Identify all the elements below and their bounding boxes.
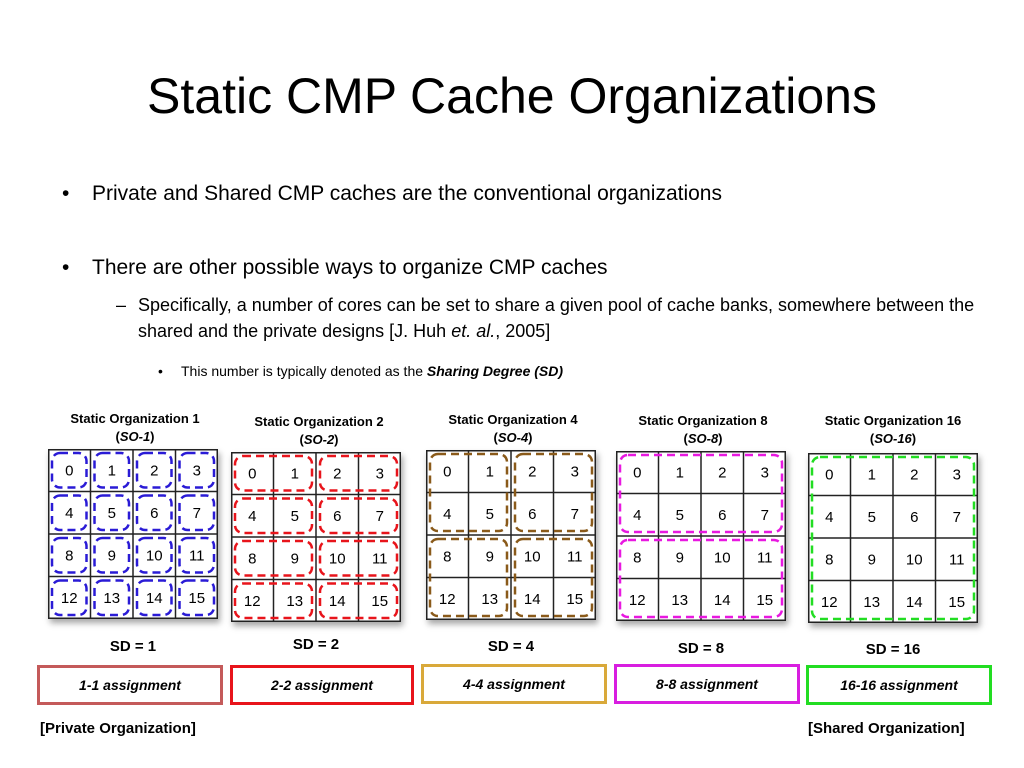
cache-bank-number: 4	[443, 505, 452, 523]
cache-bank-number: 10	[713, 549, 731, 567]
cache-bank-number: 7	[375, 507, 384, 525]
org-code: SO-1	[119, 429, 151, 444]
cache-bank-number: 11	[371, 550, 388, 568]
cache-bank-number: 6	[528, 505, 537, 523]
org-label	[808, 412, 978, 448]
sub-bullet-dash: –	[116, 295, 127, 315]
cache-bank-number: 11	[566, 548, 583, 566]
cache-bank-number: 8	[633, 549, 642, 567]
cache-bank-number: 4	[248, 507, 257, 525]
cache-bank-number: 4	[65, 504, 74, 522]
cache-bank-number: 3	[952, 466, 961, 484]
org-code: SO-16	[874, 431, 912, 446]
cache-bank-number: 15	[948, 593, 966, 611]
cache-bank-number: 13	[103, 589, 121, 607]
assignment-box: 4-4 assignment	[421, 664, 607, 704]
org-label-code: (SO-1)	[115, 429, 155, 444]
cache-bank-grid	[231, 452, 401, 622]
cache-bank-grid	[48, 449, 218, 619]
cache-bank-grid	[808, 453, 978, 623]
cache-bank-number: 14	[713, 591, 731, 609]
org-label-code: (SO-8)	[683, 431, 723, 446]
cache-bank-number: 6	[333, 507, 342, 525]
cache-bank-grid-svg	[616, 451, 786, 621]
cache-bank-number: 6	[910, 508, 919, 526]
cache-bank-number: 3	[375, 465, 384, 483]
cache-bank-number: 4	[633, 506, 642, 524]
cache-bank-number: 11	[188, 547, 205, 565]
bullet-marker: •	[62, 182, 70, 205]
cache-bank-number: 8	[825, 551, 834, 569]
org-label-code: (SO-16)	[869, 431, 917, 446]
sharing-degree-label: SD = 4	[487, 638, 535, 655]
org-label	[50, 410, 220, 446]
sharing-degree-label: SD = 16	[865, 641, 921, 658]
bullet-conventional-organizations: Private and Shared CMP caches are the conventional organizations	[92, 182, 722, 205]
cache-bank-number: 12	[628, 591, 646, 609]
cache-bank-number: 4	[825, 508, 834, 526]
cache-bank-number: 14	[328, 592, 346, 610]
org-label-code: (SO-2)	[299, 432, 339, 447]
org-label	[428, 411, 598, 447]
sharing-degree-label: SD = 8	[677, 640, 725, 657]
cache-bank-grid-svg	[231, 452, 401, 622]
cache-bank-number: 0	[65, 462, 74, 480]
cache-bank-number: 10	[145, 547, 163, 565]
cache-bank-number: 15	[188, 589, 206, 607]
cache-bank-number: 15	[756, 591, 774, 609]
cache-bank-number: 0	[825, 466, 834, 484]
cache-bank-number: 5	[485, 505, 494, 523]
cache-bank-number: 2	[910, 466, 919, 484]
org-code: SO-2	[303, 432, 335, 447]
org-label-title: Static Organization 2	[254, 414, 384, 429]
cache-bank-number: 1	[290, 465, 299, 483]
cache-bank-number: 12	[243, 592, 261, 610]
org-label	[234, 413, 404, 449]
shared-organization-note: [Shared Organization]	[808, 720, 965, 737]
assignment-box: 2-2 assignment	[230, 665, 414, 705]
cache-bank-grid	[616, 451, 786, 621]
cache-bank-number: 9	[107, 547, 116, 565]
sub-bullet-italic: et. al.	[451, 321, 496, 341]
cache-bank-number: 13	[286, 592, 304, 610]
cache-bank-number: 14	[145, 589, 163, 607]
org-code: SO-8	[687, 431, 719, 446]
cache-bank-number: 7	[760, 506, 769, 524]
cache-bank-grid-svg	[48, 449, 218, 619]
cache-bank-number: 12	[820, 593, 838, 611]
org-label-title: Static Organization 16	[824, 413, 962, 428]
cache-bank-number: 2	[150, 462, 159, 480]
org-label	[618, 412, 788, 448]
subsub-text: This number is typically denoted as the	[181, 363, 427, 379]
cache-bank-number: 0	[443, 463, 452, 481]
cache-bank-number: 13	[671, 591, 689, 609]
org-label-title: Static Organization 4	[448, 412, 578, 427]
cache-bank-number: 5	[290, 507, 299, 525]
org-code: SO-4	[497, 430, 529, 445]
subsub-bullet-sharing-degree	[181, 361, 563, 381]
cache-bank-number: 14	[905, 593, 923, 611]
cache-bank-number: 9	[675, 549, 684, 567]
cache-bank-number: 8	[248, 550, 257, 568]
subsub-bullet-marker: •	[158, 363, 163, 379]
cache-bank-number: 5	[107, 504, 116, 522]
cache-bank-number: 9	[290, 550, 299, 568]
cache-bank-number: 2	[333, 465, 342, 483]
bullet-marker: •	[62, 256, 70, 279]
slide-title: Static CMP Cache Organizations	[147, 68, 877, 124]
cache-bank-grid-svg	[426, 450, 596, 620]
cache-bank-number: 1	[485, 463, 494, 481]
cache-bank-number: 0	[633, 464, 642, 482]
sub-bullet-text-2: , 2005]	[495, 321, 551, 341]
cache-bank-number: 6	[150, 504, 159, 522]
sub-bullet-sharing-cores	[138, 292, 978, 344]
cache-bank-number: 5	[675, 506, 684, 524]
cache-bank-number: 2	[718, 464, 727, 482]
cache-bank-number: 6	[718, 506, 727, 524]
assignment-box: 16-16 assignment	[806, 665, 992, 705]
cache-bank-number: 2	[528, 463, 537, 481]
cache-bank-number: 1	[675, 464, 684, 482]
cache-bank-number: 7	[952, 508, 961, 526]
cache-bank-number: 9	[867, 551, 876, 569]
cache-bank-number: 10	[905, 551, 923, 569]
assignment-box: 8-8 assignment	[614, 664, 800, 704]
cache-bank-number: 8	[443, 548, 452, 566]
cache-bank-number: 13	[863, 593, 881, 611]
sharing-degree-term: Sharing Degree (SD)	[426, 363, 564, 379]
cache-bank-number: 9	[485, 548, 494, 566]
sharing-degree-label: SD = 2	[292, 636, 340, 653]
sub-bullet-text-1: Specifically, a number of cores can be set to share a given pool of cache banks, somewhere between the shared and the private designs [J. Huh	[138, 295, 975, 341]
cache-bank-number: 1	[867, 466, 876, 484]
cache-bank-number: 15	[566, 590, 584, 608]
cache-bank-number: 10	[328, 550, 346, 568]
cache-bank-number: 0	[248, 465, 257, 483]
assignment-box: 1-1 assignment	[37, 665, 223, 705]
cache-bank-number: 1	[107, 462, 116, 480]
cache-bank-number: 11	[756, 549, 773, 567]
cache-bank-number: 14	[523, 590, 541, 608]
org-label-title: Static Organization 1	[70, 411, 200, 426]
cache-bank-number: 15	[371, 592, 389, 610]
cache-bank-number: 8	[65, 547, 74, 565]
cache-bank-number: 3	[570, 463, 579, 481]
cache-bank-number: 12	[60, 589, 78, 607]
cache-bank-number: 11	[948, 551, 965, 569]
cache-bank-number: 7	[570, 505, 579, 523]
cache-bank-number: 7	[192, 504, 201, 522]
cache-bank-number: 5	[867, 508, 876, 526]
cache-bank-number: 3	[760, 464, 769, 482]
cache-bank-grid	[426, 450, 596, 620]
bullet-other-organizations: There are other possible ways to organize CMP caches	[92, 256, 608, 279]
cache-bank-number: 3	[192, 462, 201, 480]
cache-bank-number: 12	[438, 590, 456, 608]
org-label-title: Static Organization 8	[638, 413, 768, 428]
cache-bank-number: 10	[523, 548, 541, 566]
org-label-code: (SO-4)	[493, 430, 533, 445]
private-organization-note: [Private Organization]	[40, 720, 196, 737]
cache-bank-grid-svg	[808, 453, 978, 623]
sharing-degree-label: SD = 1	[109, 638, 157, 655]
cache-bank-number: 13	[481, 590, 499, 608]
